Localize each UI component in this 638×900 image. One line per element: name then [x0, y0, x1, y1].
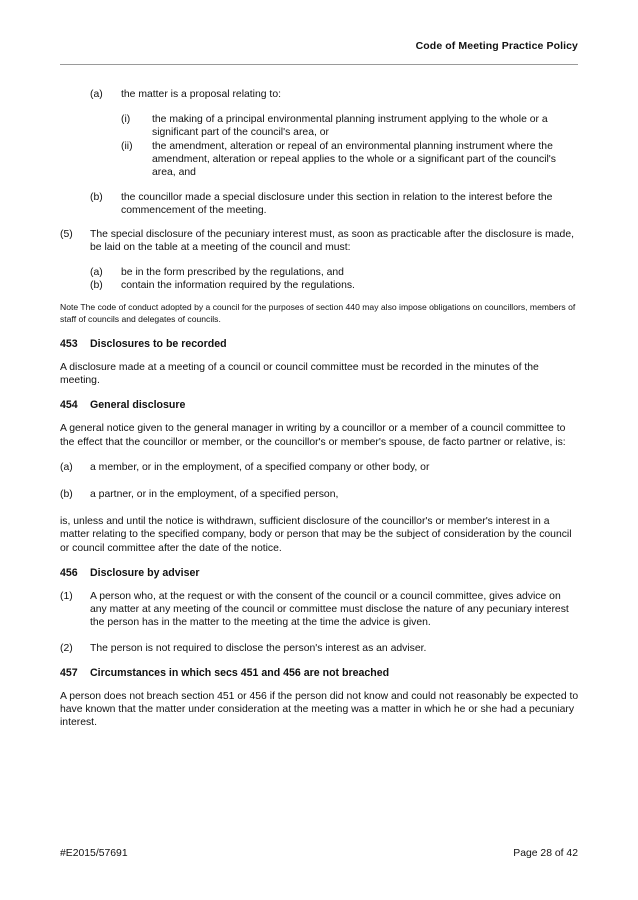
section-title: General disclosure: [90, 399, 186, 412]
subclause-item-5a: [90, 266, 580, 279]
section-heading-453: [60, 338, 580, 351]
clause-label: (5): [60, 228, 73, 240]
section-title: Disclosure by adviser: [90, 566, 200, 579]
clause-label: (a): [90, 89, 103, 100]
section-body: A general notice given to the general manager in writing by a councillor or a member of a council committee to the effect that the councillor or member, or the councillor's or member's spouse, de facto partner or relative, is:: [60, 423, 566, 448]
page-footer: [60, 848, 578, 859]
list-label: (2): [60, 642, 73, 654]
list-label: (1): [60, 591, 73, 603]
list-item-a: [60, 461, 580, 474]
clause-item-b: [90, 191, 580, 217]
list-text: A person who, at the request or with the consent of the council or a council committee, gives advice on any matter at any meeting of the council or committee must disclose the nature of any pecuniary interest the person has in the matter to the meeting at the time the advice is given.: [90, 591, 569, 629]
subclause-text: the amendment, alteration or repeal of an environmental planning instrument where the amendment, alteration or repeal applies to the whole or a significant part of the council's area, and: [152, 140, 556, 179]
clause-label: (b): [90, 192, 103, 204]
clause-item-5: [60, 228, 580, 254]
section-number: 454: [60, 399, 78, 412]
section-title: Circumstances in which secs 451 and 456 are not breached: [90, 666, 390, 679]
section-heading-456: [60, 567, 580, 580]
list-item-2: [60, 642, 580, 655]
header-divider: [60, 64, 578, 65]
clause-text: the matter is a proposal relating to:: [121, 89, 281, 100]
subclause-label: (b): [90, 280, 103, 292]
document-reference: #E2015/57691: [60, 848, 128, 859]
note-paragraph: Note The code of conduct adopted by a council for the purposes of section 440 may also impose obligations on councillors, members of staff of councils and delegates of councils.: [60, 302, 576, 325]
clause-text: The special disclosure of the pecuniary interest must, as soon as practicable after the disclosure is made, be laid on the table at a meeting of the council and must:: [90, 228, 574, 253]
section-body: A disclosure made at a meeting of a council or council committee must be recorded in the minutes of the meeting.: [60, 361, 539, 387]
list-item-b: [60, 488, 580, 501]
subclause-text: be in the form prescribed by the regulations, and: [121, 267, 344, 279]
subclause-label: (a): [90, 267, 103, 279]
section-number: 457: [60, 666, 78, 679]
subclause-text: contain the information required by the regulations.: [121, 280, 355, 292]
list-text: The person is not required to disclose the person's interest as an adviser.: [90, 642, 427, 654]
subclause-item-i: [121, 113, 580, 139]
clause-text: the councillor made a special disclosure under this section in relation to the interest before the commencement of the meeting.: [121, 192, 553, 217]
section-heading-457: [60, 667, 580, 680]
section-number: 453: [60, 337, 78, 350]
clause-item-a: [90, 88, 580, 101]
section-heading-454: [60, 399, 580, 412]
page-header-title: Code of Meeting Practice Policy: [415, 40, 578, 52]
subclause-label: (i): [121, 114, 131, 126]
subclause-text: the making of a principal environmental planning instrument applying to the whole or a significant part of the council's area, or: [152, 114, 548, 139]
list-label: (b): [60, 489, 73, 501]
list-text: a member, or in the employment, of a specified company or other body, or: [90, 461, 430, 473]
subclause-item-5b: [90, 279, 580, 292]
list-item-1: [60, 590, 580, 630]
section-number: 456: [60, 566, 78, 579]
page-number: Page 28 of 42: [513, 848, 578, 859]
section-closing: is, unless and until the notice is withdrawn, sufficient disclosure of the councillor's or member's interest in a matter relating to the specified company, body or person that may be the subject of consideration by the council or council committee after the date of the notice.: [60, 516, 572, 554]
subclause-item-ii: [121, 140, 580, 180]
subclause-label: (ii): [121, 140, 133, 152]
section-body: A person does not breach section 451 or 456 if the person did not know and could not reasonably be expected to have known that the matter under consideration at the meeting was a matter in which he or she had a pecuniary interest.: [60, 691, 579, 729]
page-content: [60, 88, 580, 730]
list-label: (a): [60, 461, 73, 473]
section-title: Disclosures to be recorded: [90, 337, 227, 350]
list-text: a partner, or in the employment, of a specified person,: [90, 489, 339, 501]
